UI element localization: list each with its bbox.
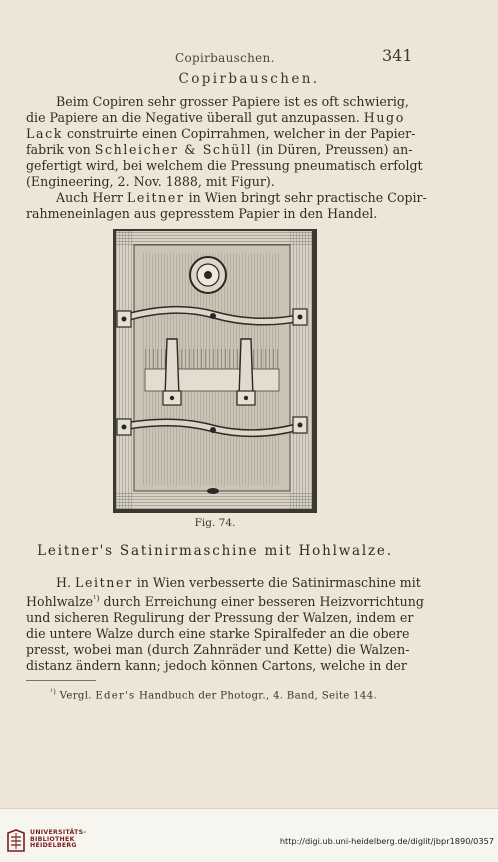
footnote-divider	[26, 680, 96, 681]
figure-caption: Fig. 74.	[194, 517, 236, 529]
library-name: UNIVERSITÄTS- BIBLIOTHEK HEIDELBERG	[30, 829, 87, 850]
text-line: und sicheren Regulirung der Pressung der Walzen, indem er	[26, 610, 414, 626]
university-library-logo-icon[interactable]	[6, 829, 26, 853]
author-name: Eder's	[95, 690, 136, 702]
text-line: (Engineering, 2. Nov. 1888, mit Figur).	[26, 174, 275, 189]
paragraph-satinirmaschine	[26, 575, 424, 674]
person-name: Leitner	[75, 575, 133, 590]
running-title: Copirbauschen.	[175, 51, 275, 65]
text-line: gefertigt wird, bei welchem die Pressung pneumatisch erfolgt	[26, 158, 423, 173]
text-line: Hohlwalze$^{^1)}$ durch Erreichung einer besseren Heizvorrichtung	[26, 594, 424, 610]
library-footer	[0, 808, 498, 862]
person-name: Lack	[26, 126, 63, 141]
text-line: die untere Walze durch eine starke Spiralfeder an die obere	[26, 626, 410, 642]
footnote-ref[interactable]: ¹)	[93, 594, 100, 603]
section-title: Copirbauschen.	[178, 71, 320, 87]
page-number: 341	[382, 46, 413, 65]
text-line: distanz ändern kann; jedoch können Cartons, welche in der	[26, 658, 407, 674]
person-name: Hugo	[363, 110, 405, 125]
subheading-satinirmaschine: Leitner's Satinirmaschine mit Hohlwalze.	[37, 543, 393, 559]
text-line: presst, wobei man (durch Zahnräder und Kette) die Walzen-	[26, 642, 410, 658]
figure-copirrahmen	[113, 229, 317, 513]
footnote: $^{^1)}$ Vergl. Eder's Handbuch der Photogr., 4. Band, Seite 144.	[50, 688, 378, 702]
company-name: Schleicher & Schüll	[94, 142, 253, 157]
text-line: fabrik von Schleicher & Schüll (in Düren, Preussen) an-	[26, 142, 413, 157]
text-line: H. Leitner in Wien verbesserte die Satinirmaschine mit	[56, 575, 421, 590]
text-line: die Papiere an die Negative überall gut anzupassen. Hugo	[26, 110, 405, 125]
running-header	[175, 51, 275, 65]
copirrahmen-engraving	[113, 229, 317, 513]
text-line: Beim Copiren sehr grosser Papiere ist es oft schwierig,	[56, 94, 409, 109]
person-name: Leitner	[126, 190, 185, 205]
paragraph-copirrahmen	[26, 94, 423, 190]
text-line: Auch Herr Leitner in Wien bringt sehr practische Copir-	[56, 190, 427, 205]
footnote-marker: ¹)	[50, 688, 57, 696]
text-line: Lack construirte einen Copirrahmen, welcher in der Papier-	[26, 126, 416, 141]
paragraph-leitner-einlagen	[26, 190, 427, 222]
source-url-link[interactable]: http://digi.ub.uni-heidelberg.de/diglit/jbpr1890/0357	[279, 836, 494, 846]
text-line: rahmeneinlagen aus gepresstem Papier in den Handel.	[26, 206, 378, 221]
